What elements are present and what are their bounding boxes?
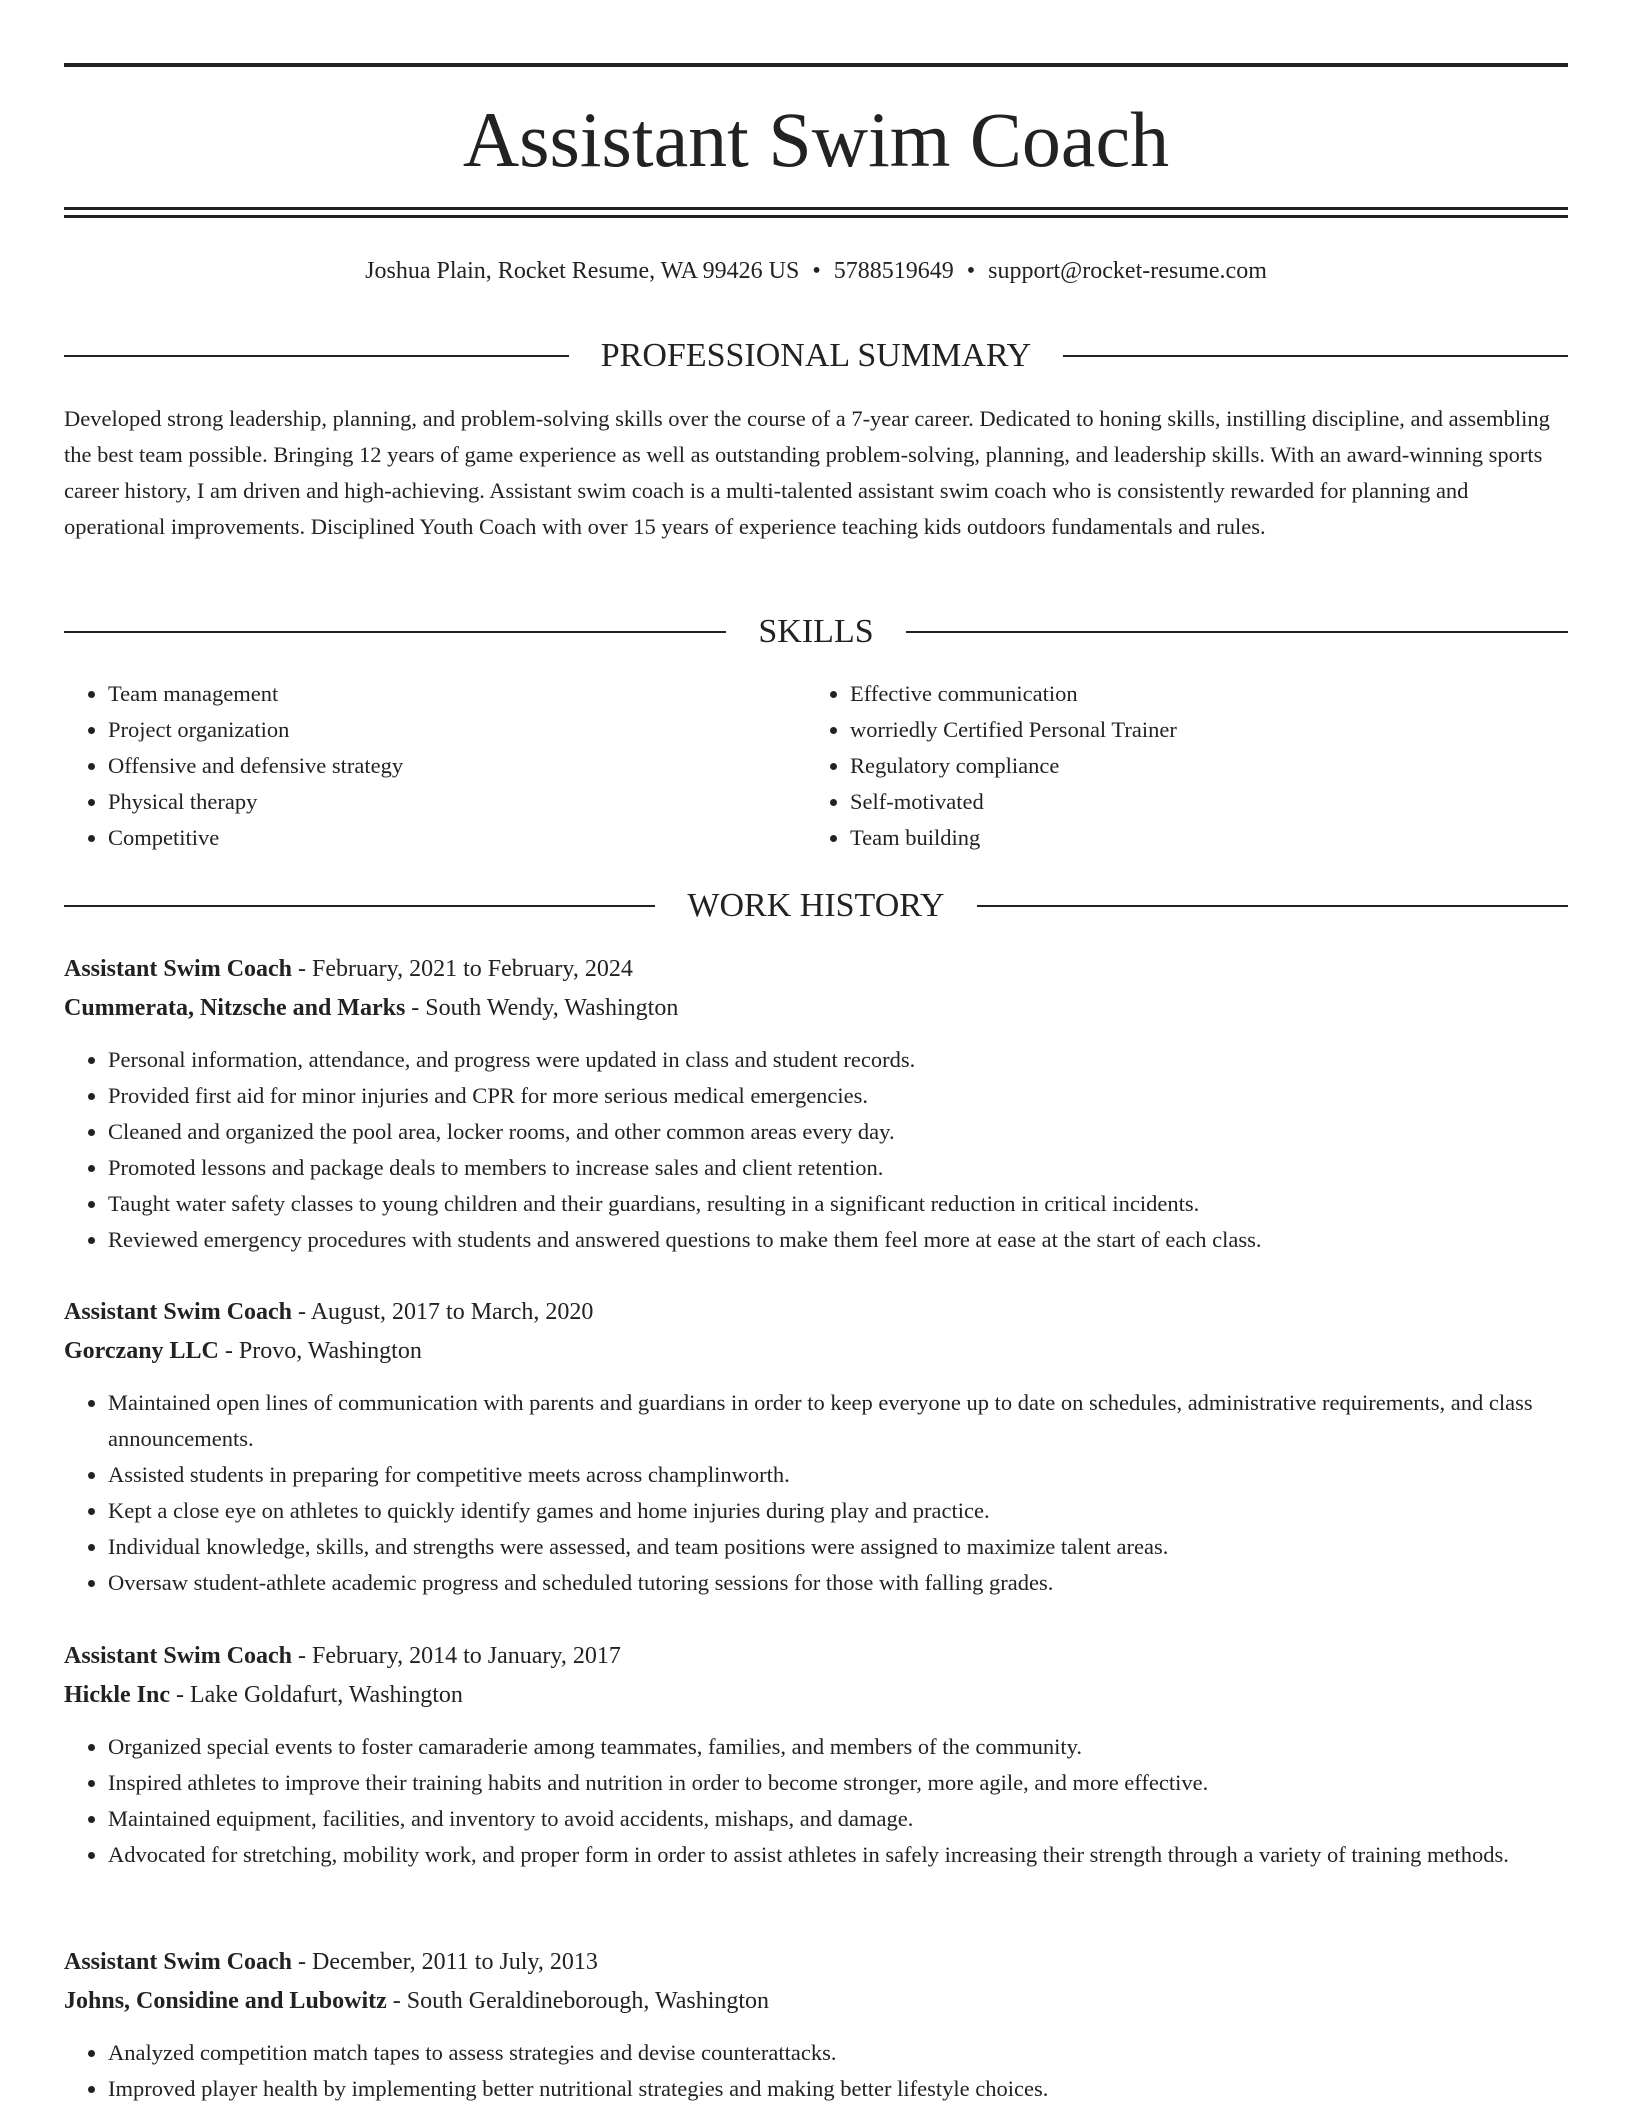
summary-heading <box>64 334 1568 378</box>
contact-phone: 5788519649 <box>833 258 954 284</box>
skills-right-column <box>806 676 1506 856</box>
skill-item: • Offensive and defensive strategy <box>108 748 764 784</box>
job-bullet: • Inspired athletes to improve their training habits and nutrition in order to become stronger, more agile, and more effective. <box>108 1765 1568 1801</box>
contact-email: support@rocket-resume.com <box>988 258 1267 284</box>
job-bullet: • Taught water safety classes to young children and their guardians, resulting in a significant reduction in critical incidents. <box>108 1186 1568 1222</box>
skill-item: • Team management <box>108 676 764 712</box>
job-entry <box>64 950 1568 1258</box>
job-company: Hickle Inc <box>64 1682 170 1708</box>
header-rule-lower <box>64 215 1568 218</box>
job-company: Cummerata, Nitzsche and Marks <box>64 995 406 1021</box>
job-bullet: • Cleaned and organized the pool area, locker rooms, and other common areas every day. <box>108 1114 1568 1150</box>
job-title: Assistant Swim Coach <box>64 1643 293 1669</box>
header-rule-upper <box>64 207 1568 210</box>
job-entry <box>64 1943 1568 2107</box>
summary-text: Developed strong leadership, planning, and problem-solving skills over the course of a 7-year career. Dedicated to honing skills, instilling discipline, and assembling the best team possible. Bringing 12 years of game experience as well as outstanding problem-solving, planning, and leadership skills. With an award-winning sports career history, I am driven and high-achieving. Assistant swim coach is a multi-talented assistant swim coach who is consistently rewarded for planning and operational improvements. Disciplined Youth Coach with over 15 years of experience teaching kids outdoors fundamentals and rules. <box>64 406 1550 539</box>
contact-separator: • <box>966 258 976 284</box>
job-bullet: • Assisted students in preparing for competitive meets across champlinworth. <box>108 1457 1568 1493</box>
job-bullets <box>64 1042 1568 1258</box>
job-bullets <box>64 1385 1568 1601</box>
heading-rule <box>977 905 1568 907</box>
job-bullet: • Promoted lessons and package deals to members to increase sales and client retention. <box>108 1150 1568 1186</box>
job-bullets <box>64 2035 1568 2107</box>
job-bullet: • Maintained equipment, facilities, and inventory to avoid accidents, mishaps, and damage. <box>108 1801 1568 1837</box>
job-location: - Provo, Washington <box>218 1338 422 1364</box>
job-dates: - December, 2011 to July, 2013 <box>292 1949 598 1975</box>
job-location: - South Wendy, Washington <box>405 995 679 1021</box>
job-bullet: • Improved player health by implementing better nutritional strategies and making better lifestyle choices. <box>108 2071 1568 2107</box>
contact-address: Joshua Plain, Rocket Resume, WA 99426 US <box>365 258 800 284</box>
skill-item: • worriedly Certified Personal Trainer <box>850 712 1506 748</box>
job-title: Assistant Swim Coach <box>64 1949 293 1975</box>
skill-item: • Physical therapy <box>108 784 764 820</box>
skills-left-column <box>64 676 764 856</box>
job-title-line <box>64 1637 1568 1676</box>
skill-item: • Regulatory compliance <box>850 748 1506 784</box>
work-heading <box>64 884 1568 928</box>
job-company: Johns, Considine and Lubowitz <box>64 1988 387 2014</box>
skills-heading-label: SKILLS <box>758 613 874 650</box>
job-bullet: • Provided first aid for minor injuries and CPR for more serious medical emergencies. <box>108 1078 1568 1114</box>
job-company: Gorczany LLC <box>64 1338 219 1364</box>
job-bullet: • Reviewed emergency procedures with students and answered questions to make them feel more at ease at the start of each class. <box>108 1222 1568 1258</box>
job-entry <box>64 1637 1568 1873</box>
job-title-line <box>64 950 1568 989</box>
contact-line <box>0 255 1632 287</box>
skills-heading <box>64 610 1568 654</box>
skills-list-right <box>806 676 1506 856</box>
job-company-line <box>64 989 1568 1028</box>
job-bullet: • Analyzed competition match tapes to assess strategies and devise counterattacks. <box>108 2035 1568 2071</box>
resume-title: Assistant Swim Coach <box>462 96 1170 183</box>
job-bullet: • Maintained open lines of communication with parents and guardians in order to keep everyone up to date on schedules, administrative requirements, and class announcements. <box>108 1385 1568 1457</box>
work-heading-label: WORK HISTORY <box>687 887 945 924</box>
job-location: - South Geraldineborough, Washington <box>386 1988 770 2014</box>
job-dates: - February, 2021 to February, 2024 <box>292 956 633 982</box>
contact-separator: • <box>812 258 821 284</box>
heading-rule <box>64 631 726 633</box>
skill-item: • Competitive <box>108 820 764 856</box>
job-title-line <box>64 1943 1568 1982</box>
job-company-line <box>64 1676 1568 1715</box>
job-entry <box>64 1293 1568 1601</box>
header-top-rule <box>64 63 1568 67</box>
heading-rule <box>1063 355 1568 357</box>
job-bullet: • Oversaw student-athlete academic progress and scheduled tutoring sessions for those with falling grades. <box>108 1565 1568 1601</box>
job-bullet: • Advocated for stretching, mobility work, and proper form in order to assist athletes in safely increasing their strength through a variety of training methods. <box>108 1837 1568 1873</box>
skill-item: • Self-motivated <box>850 784 1506 820</box>
job-dates: - February, 2014 to January, 2017 <box>292 1643 621 1669</box>
summary-heading-label: PROFESSIONAL SUMMARY <box>600 337 1032 374</box>
job-bullets <box>64 1729 1568 1873</box>
job-dates: - August, 2017 to March, 2020 <box>292 1299 594 1325</box>
job-title: Assistant Swim Coach <box>64 1299 293 1325</box>
heading-rule <box>64 355 569 357</box>
skill-item: • Team building <box>850 820 1506 856</box>
job-title-line <box>64 1293 1568 1332</box>
job-bullet: • Organized special events to foster camaraderie among teammates, families, and members of the community. <box>108 1729 1568 1765</box>
job-location: - Lake Goldafurt, Washington <box>170 1682 463 1708</box>
skill-item: • Project organization <box>108 712 764 748</box>
job-bullet: • Kept a close eye on athletes to quickly identify games and home injuries during play and practice. <box>108 1493 1568 1529</box>
heading-rule <box>906 631 1568 633</box>
skills-list-left <box>64 676 764 856</box>
job-title: Assistant Swim Coach <box>64 956 293 982</box>
skill-item: • Effective communication <box>850 676 1506 712</box>
job-company-line <box>64 1982 1568 2021</box>
job-bullet: • Individual knowledge, skills, and strengths were assessed, and team positions were assigned to maximize talent areas. <box>108 1529 1568 1565</box>
heading-rule <box>64 905 655 907</box>
job-bullet: • Personal information, attendance, and progress were updated in class and student records. <box>108 1042 1568 1078</box>
job-company-line <box>64 1332 1568 1371</box>
